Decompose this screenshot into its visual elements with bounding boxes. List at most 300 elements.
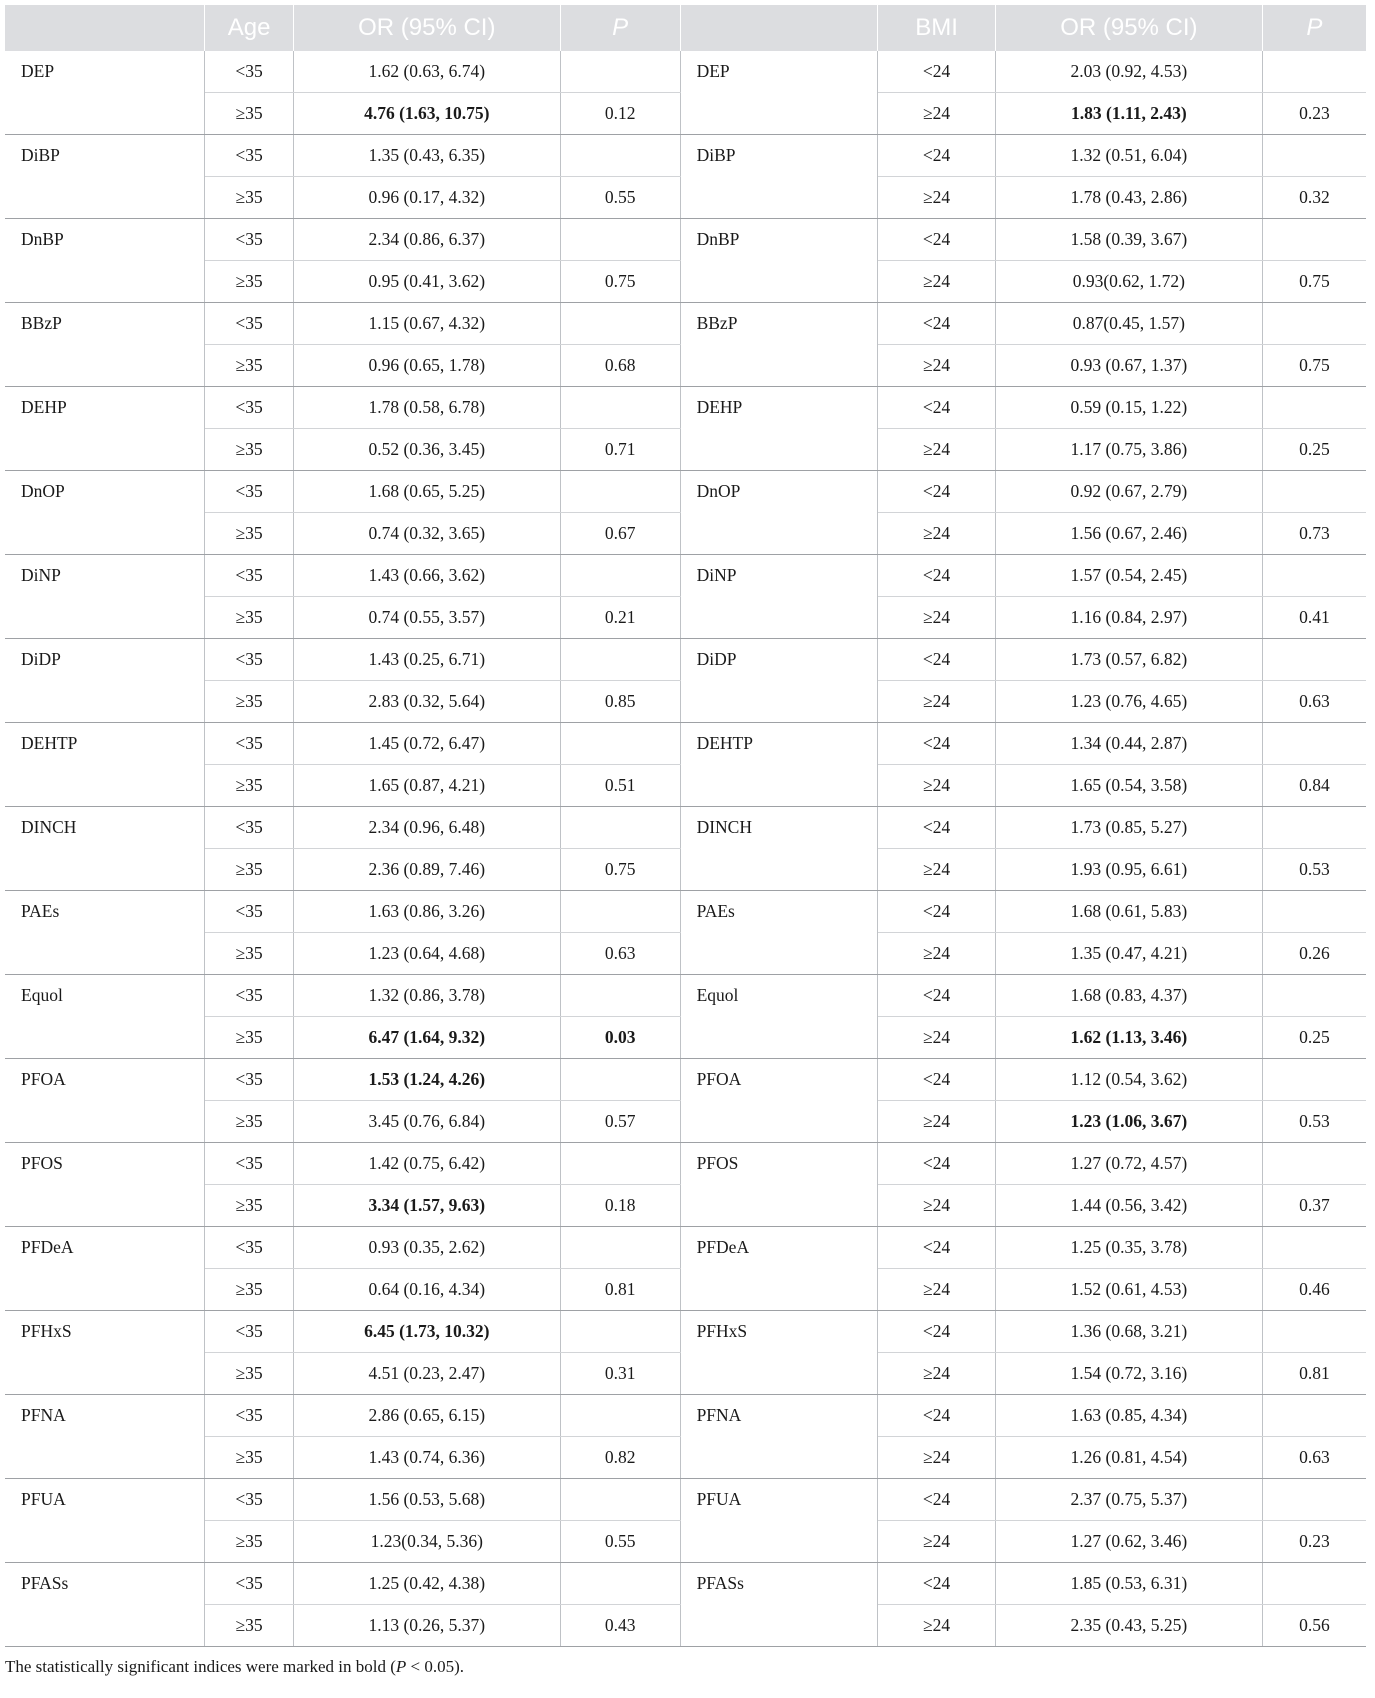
or-ci-bmi-cell: 1.68 (0.61, 5.83) bbox=[995, 891, 1262, 933]
or-ci-age-cell: 0.74 (0.32, 3.65) bbox=[293, 513, 560, 555]
p-value-bmi-cell: 0.56 bbox=[1262, 1605, 1366, 1647]
or-ci-bmi-cell: 1.26 (0.81, 4.54) bbox=[995, 1437, 1262, 1479]
or-ci-age-cell: 3.34 (1.57, 9.63) bbox=[293, 1185, 560, 1227]
or-ci-age-cell: 2.34 (0.86, 6.37) bbox=[293, 219, 560, 261]
table-row bbox=[5, 387, 1366, 429]
or-ci-bmi-cell: 1.68 (0.83, 4.37) bbox=[995, 975, 1262, 1017]
footnote-p-symbol: P bbox=[395, 1657, 407, 1676]
table-body bbox=[5, 51, 1366, 1647]
analyte-name-age: PFHxS bbox=[5, 1311, 205, 1395]
or-ci-age-cell: 0.96 (0.17, 4.32) bbox=[293, 177, 560, 219]
table-row bbox=[5, 1479, 1366, 1521]
p-value-age-empty bbox=[560, 1563, 680, 1605]
or-ci-bmi-cell: 1.23 (0.76, 4.65) bbox=[995, 681, 1262, 723]
age-group-cell: ≥35 bbox=[205, 1605, 294, 1647]
bmi-group-cell: <24 bbox=[878, 1479, 996, 1521]
analyte-name-bmi: DnOP bbox=[680, 471, 878, 555]
bmi-group-cell: <24 bbox=[878, 135, 996, 177]
p-value-age-empty bbox=[560, 471, 680, 513]
or-ci-age-cell: 2.36 (0.89, 7.46) bbox=[293, 849, 560, 891]
table-row bbox=[5, 975, 1366, 1017]
p-value-bmi-cell: 0.25 bbox=[1262, 429, 1366, 471]
table-row bbox=[5, 219, 1366, 261]
analyte-name-age: DEHTP bbox=[5, 723, 205, 807]
header-p-right: P bbox=[1262, 5, 1366, 51]
p-value-bmi-empty bbox=[1262, 471, 1366, 513]
p-value-age-empty bbox=[560, 555, 680, 597]
or-ci-age-cell: 2.34 (0.96, 6.48) bbox=[293, 807, 560, 849]
p-value-age-empty bbox=[560, 303, 680, 345]
bmi-group-cell: ≥24 bbox=[878, 1185, 996, 1227]
or-ci-age-cell: 0.64 (0.16, 4.34) bbox=[293, 1269, 560, 1311]
age-group-cell: <35 bbox=[205, 807, 294, 849]
bmi-group-cell: <24 bbox=[878, 639, 996, 681]
p-value-age-cell: 0.68 bbox=[560, 345, 680, 387]
table-row bbox=[5, 1563, 1366, 1605]
bmi-group-cell: ≥24 bbox=[878, 765, 996, 807]
age-group-cell: <35 bbox=[205, 1395, 294, 1437]
or-ci-bmi-cell: 2.37 (0.75, 5.37) bbox=[995, 1479, 1262, 1521]
or-ci-bmi-cell: 0.87(0.45, 1.57) bbox=[995, 303, 1262, 345]
p-value-bmi-cell: 0.75 bbox=[1262, 261, 1366, 303]
or-ci-bmi-cell: 1.44 (0.56, 3.42) bbox=[995, 1185, 1262, 1227]
or-ci-age-cell: 4.51 (0.23, 2.47) bbox=[293, 1353, 560, 1395]
analyte-name-age: PAEs bbox=[5, 891, 205, 975]
or-ci-bmi-cell: 1.25 (0.35, 3.78) bbox=[995, 1227, 1262, 1269]
p-value-bmi-cell: 0.26 bbox=[1262, 933, 1366, 975]
table-row bbox=[5, 891, 1366, 933]
analyte-name-bmi: DiDP bbox=[680, 639, 878, 723]
footnote-text-before: The statistically significant indices were marked in bold ( bbox=[5, 1657, 396, 1676]
age-group-cell: <35 bbox=[205, 1563, 294, 1605]
or-ci-age-cell: 0.93 (0.35, 2.62) bbox=[293, 1227, 560, 1269]
bmi-group-cell: <24 bbox=[878, 723, 996, 765]
or-ci-age-cell: 1.63 (0.86, 3.26) bbox=[293, 891, 560, 933]
analyte-name-bmi: DEHP bbox=[680, 387, 878, 471]
p-value-age-empty bbox=[560, 723, 680, 765]
bmi-group-cell: ≥24 bbox=[878, 1269, 996, 1311]
age-group-cell: ≥35 bbox=[205, 597, 294, 639]
age-group-cell: ≥35 bbox=[205, 429, 294, 471]
analyte-name-age: DiDP bbox=[5, 639, 205, 723]
analyte-name-bmi: PFOS bbox=[680, 1143, 878, 1227]
or-ci-bmi-cell: 1.93 (0.95, 6.61) bbox=[995, 849, 1262, 891]
analyte-name-age: PFNA bbox=[5, 1395, 205, 1479]
p-value-bmi-cell: 0.41 bbox=[1262, 597, 1366, 639]
analyte-name-bmi: PFNA bbox=[680, 1395, 878, 1479]
p-value-bmi-empty bbox=[1262, 807, 1366, 849]
p-value-age-cell: 0.55 bbox=[560, 1521, 680, 1563]
age-group-cell: <35 bbox=[205, 303, 294, 345]
bmi-group-cell: <24 bbox=[878, 975, 996, 1017]
p-value-age-empty bbox=[560, 51, 680, 93]
or-ci-bmi-cell: 1.73 (0.57, 6.82) bbox=[995, 639, 1262, 681]
bmi-group-cell: ≥24 bbox=[878, 345, 996, 387]
age-group-cell: ≥35 bbox=[205, 1437, 294, 1479]
p-value-age-cell: 0.75 bbox=[560, 261, 680, 303]
age-group-cell: ≥35 bbox=[205, 1269, 294, 1311]
p-value-bmi-cell: 0.81 bbox=[1262, 1353, 1366, 1395]
analyte-name-age: PFOA bbox=[5, 1059, 205, 1143]
p-value-bmi-cell: 0.84 bbox=[1262, 765, 1366, 807]
or-ci-bmi-cell: 1.17 (0.75, 3.86) bbox=[995, 429, 1262, 471]
or-ci-age-cell: 1.42 (0.75, 6.42) bbox=[293, 1143, 560, 1185]
p-value-bmi-cell: 0.46 bbox=[1262, 1269, 1366, 1311]
p-value-bmi-cell: 0.73 bbox=[1262, 513, 1366, 555]
or-ci-age-cell: 0.52 (0.36, 3.45) bbox=[293, 429, 560, 471]
or-ci-bmi-cell: 1.54 (0.72, 3.16) bbox=[995, 1353, 1262, 1395]
or-ci-bmi-cell: 1.73 (0.85, 5.27) bbox=[995, 807, 1262, 849]
or-ci-bmi-cell: 1.34 (0.44, 2.87) bbox=[995, 723, 1262, 765]
or-ci-age-cell: 0.74 (0.55, 3.57) bbox=[293, 597, 560, 639]
age-group-cell: ≥35 bbox=[205, 681, 294, 723]
or-ci-age-cell: 0.95 (0.41, 3.62) bbox=[293, 261, 560, 303]
analyte-name-age: DiNP bbox=[5, 555, 205, 639]
p-value-bmi-empty bbox=[1262, 219, 1366, 261]
or-ci-bmi-cell: 0.59 (0.15, 1.22) bbox=[995, 387, 1262, 429]
analyte-name-age: DEP bbox=[5, 51, 205, 135]
p-value-bmi-empty bbox=[1262, 303, 1366, 345]
p-value-bmi-empty bbox=[1262, 891, 1366, 933]
p-value-age-empty bbox=[560, 1059, 680, 1101]
or-ci-bmi-cell: 1.35 (0.47, 4.21) bbox=[995, 933, 1262, 975]
bmi-group-cell: ≥24 bbox=[878, 1605, 996, 1647]
or-ci-age-cell: 1.62 (0.63, 6.74) bbox=[293, 51, 560, 93]
bmi-group-cell: <24 bbox=[878, 51, 996, 93]
bmi-group-cell: ≥24 bbox=[878, 1101, 996, 1143]
bmi-group-cell: <24 bbox=[878, 1059, 996, 1101]
or-ci-age-cell: 1.45 (0.72, 6.47) bbox=[293, 723, 560, 765]
or-ci-age-cell: 1.56 (0.53, 5.68) bbox=[293, 1479, 560, 1521]
bmi-group-cell: <24 bbox=[878, 1143, 996, 1185]
table-row bbox=[5, 807, 1366, 849]
or-ci-age-cell: 1.23(0.34, 5.36) bbox=[293, 1521, 560, 1563]
header-row bbox=[5, 5, 1366, 51]
age-group-cell: ≥35 bbox=[205, 345, 294, 387]
analyte-name-age: PFDeA bbox=[5, 1227, 205, 1311]
or-ci-bmi-cell: 1.12 (0.54, 3.62) bbox=[995, 1059, 1262, 1101]
or-ci-age-cell: 1.43 (0.74, 6.36) bbox=[293, 1437, 560, 1479]
p-value-age-empty bbox=[560, 1311, 680, 1353]
or-ci-age-cell: 1.35 (0.43, 6.35) bbox=[293, 135, 560, 177]
analyte-name-bmi: PAEs bbox=[680, 891, 878, 975]
p-value-bmi-cell: 0.37 bbox=[1262, 1185, 1366, 1227]
p-value-age-cell: 0.81 bbox=[560, 1269, 680, 1311]
analyte-name-bmi: PFHxS bbox=[680, 1311, 878, 1395]
p-value-age-cell: 0.67 bbox=[560, 513, 680, 555]
or-ci-age-cell: 6.45 (1.73, 10.32) bbox=[293, 1311, 560, 1353]
or-ci-age-cell: 4.76 (1.63, 10.75) bbox=[293, 93, 560, 135]
p-value-age-empty bbox=[560, 219, 680, 261]
table-row bbox=[5, 1227, 1366, 1269]
bmi-group-cell: <24 bbox=[878, 1227, 996, 1269]
p-value-bmi-cell: 0.23 bbox=[1262, 93, 1366, 135]
or-ci-bmi-cell: 1.27 (0.62, 3.46) bbox=[995, 1521, 1262, 1563]
p-value-bmi-empty bbox=[1262, 135, 1366, 177]
age-group-cell: <35 bbox=[205, 891, 294, 933]
header-p-left: P bbox=[560, 5, 680, 51]
table-row bbox=[5, 135, 1366, 177]
table-row bbox=[5, 639, 1366, 681]
age-group-cell: <35 bbox=[205, 723, 294, 765]
analyte-name-bmi: DEP bbox=[680, 51, 878, 135]
p-value-age-cell: 0.75 bbox=[560, 849, 680, 891]
or-ci-age-cell: 1.68 (0.65, 5.25) bbox=[293, 471, 560, 513]
header-or-left: OR (95% CI) bbox=[293, 5, 560, 51]
p-value-bmi-cell: 0.75 bbox=[1262, 345, 1366, 387]
or-ci-age-cell: 2.86 (0.65, 6.15) bbox=[293, 1395, 560, 1437]
p-value-bmi-empty bbox=[1262, 1143, 1366, 1185]
p-value-bmi-cell: 0.32 bbox=[1262, 177, 1366, 219]
age-group-cell: ≥35 bbox=[205, 261, 294, 303]
or-ci-bmi-cell: 1.27 (0.72, 4.57) bbox=[995, 1143, 1262, 1185]
analyte-name-age: DnOP bbox=[5, 471, 205, 555]
table-row bbox=[5, 1143, 1366, 1185]
bmi-group-cell: <24 bbox=[878, 219, 996, 261]
or-ci-age-cell: 1.78 (0.58, 6.78) bbox=[293, 387, 560, 429]
p-value-age-empty bbox=[560, 1395, 680, 1437]
bmi-group-cell: ≥24 bbox=[878, 681, 996, 723]
p-value-age-cell: 0.31 bbox=[560, 1353, 680, 1395]
p-value-bmi-empty bbox=[1262, 555, 1366, 597]
age-group-cell: ≥35 bbox=[205, 1521, 294, 1563]
header-bmi: BMI bbox=[878, 5, 996, 51]
age-group-cell: <35 bbox=[205, 219, 294, 261]
age-group-cell: <35 bbox=[205, 471, 294, 513]
or-ci-bmi-cell: 1.62 (1.13, 3.46) bbox=[995, 1017, 1262, 1059]
or-ci-age-cell: 1.53 (1.24, 4.26) bbox=[293, 1059, 560, 1101]
bmi-group-cell: <24 bbox=[878, 555, 996, 597]
p-value-age-cell: 0.51 bbox=[560, 765, 680, 807]
bmi-group-cell: <24 bbox=[878, 303, 996, 345]
age-group-cell: ≥35 bbox=[205, 765, 294, 807]
bmi-group-cell: ≥24 bbox=[878, 513, 996, 555]
header-or-right: OR (95% CI) bbox=[995, 5, 1262, 51]
or-ci-bmi-cell: 0.93 (0.67, 1.37) bbox=[995, 345, 1262, 387]
or-ci-age-cell: 1.25 (0.42, 4.38) bbox=[293, 1563, 560, 1605]
or-ci-bmi-cell: 2.35 (0.43, 5.25) bbox=[995, 1605, 1262, 1647]
table-footnote bbox=[5, 1657, 464, 1677]
p-value-age-cell: 0.18 bbox=[560, 1185, 680, 1227]
analyte-name-bmi: PFUA bbox=[680, 1479, 878, 1563]
analyte-name-age: DnBP bbox=[5, 219, 205, 303]
analyte-name-age: PFUA bbox=[5, 1479, 205, 1563]
bmi-group-cell: ≥24 bbox=[878, 849, 996, 891]
analyte-name-bmi: PFASs bbox=[680, 1563, 878, 1647]
age-group-cell: <35 bbox=[205, 975, 294, 1017]
table-row bbox=[5, 723, 1366, 765]
age-group-cell: ≥35 bbox=[205, 93, 294, 135]
bmi-group-cell: <24 bbox=[878, 1563, 996, 1605]
or-ci-bmi-cell: 1.16 (0.84, 2.97) bbox=[995, 597, 1262, 639]
p-value-bmi-cell: 0.63 bbox=[1262, 681, 1366, 723]
p-value-age-empty bbox=[560, 975, 680, 1017]
table-row bbox=[5, 51, 1366, 93]
bmi-group-cell: ≥24 bbox=[878, 1521, 996, 1563]
p-value-bmi-empty bbox=[1262, 639, 1366, 681]
or-ci-age-cell: 1.15 (0.67, 4.32) bbox=[293, 303, 560, 345]
analyte-name-age: BBzP bbox=[5, 303, 205, 387]
age-group-cell: <35 bbox=[205, 1059, 294, 1101]
age-group-cell: ≥35 bbox=[205, 933, 294, 975]
p-value-age-cell: 0.85 bbox=[560, 681, 680, 723]
age-group-cell: ≥35 bbox=[205, 513, 294, 555]
bmi-group-cell: ≥24 bbox=[878, 597, 996, 639]
or-ci-bmi-cell: 1.23 (1.06, 3.67) bbox=[995, 1101, 1262, 1143]
p-value-bmi-empty bbox=[1262, 1395, 1366, 1437]
bmi-group-cell: <24 bbox=[878, 387, 996, 429]
or-ci-age-cell: 1.32 (0.86, 3.78) bbox=[293, 975, 560, 1017]
bmi-group-cell: <24 bbox=[878, 471, 996, 513]
or-ci-age-cell: 3.45 (0.76, 6.84) bbox=[293, 1101, 560, 1143]
p-value-age-cell: 0.82 bbox=[560, 1437, 680, 1479]
or-ci-age-cell: 2.83 (0.32, 5.64) bbox=[293, 681, 560, 723]
analyte-name-age: DINCH bbox=[5, 807, 205, 891]
table-row bbox=[5, 555, 1366, 597]
or-ci-age-cell: 1.43 (0.66, 3.62) bbox=[293, 555, 560, 597]
p-value-bmi-cell: 0.53 bbox=[1262, 1101, 1366, 1143]
or-ci-bmi-cell: 1.32 (0.51, 6.04) bbox=[995, 135, 1262, 177]
p-value-age-empty bbox=[560, 639, 680, 681]
header-age: Age bbox=[205, 5, 294, 51]
p-value-age-cell: 0.03 bbox=[560, 1017, 680, 1059]
p-value-bmi-cell: 0.25 bbox=[1262, 1017, 1366, 1059]
footnote-text-after: < 0.05). bbox=[406, 1657, 465, 1676]
or-ci-age-cell: 6.47 (1.64, 9.32) bbox=[293, 1017, 560, 1059]
analyte-name-age: DiBP bbox=[5, 135, 205, 219]
bmi-group-cell: ≥24 bbox=[878, 933, 996, 975]
p-value-bmi-empty bbox=[1262, 1311, 1366, 1353]
bmi-group-cell: ≥24 bbox=[878, 1017, 996, 1059]
header-left-name bbox=[5, 5, 205, 51]
analyte-name-bmi: PFOA bbox=[680, 1059, 878, 1143]
p-value-age-cell: 0.57 bbox=[560, 1101, 680, 1143]
p-value-age-cell: 0.63 bbox=[560, 933, 680, 975]
age-group-cell: ≥35 bbox=[205, 849, 294, 891]
p-value-age-cell: 0.21 bbox=[560, 597, 680, 639]
p-value-bmi-empty bbox=[1262, 1563, 1366, 1605]
p-value-bmi-empty bbox=[1262, 975, 1366, 1017]
bmi-group-cell: ≥24 bbox=[878, 429, 996, 471]
or-ci-bmi-cell: 2.03 (0.92, 4.53) bbox=[995, 51, 1262, 93]
analyte-name-bmi: Equol bbox=[680, 975, 878, 1059]
p-value-age-empty bbox=[560, 1143, 680, 1185]
bmi-group-cell: <24 bbox=[878, 807, 996, 849]
analyte-name-bmi: PFDeA bbox=[680, 1227, 878, 1311]
analyte-name-age: Equol bbox=[5, 975, 205, 1059]
bmi-group-cell: <24 bbox=[878, 1395, 996, 1437]
or-ci-bmi-cell: 1.58 (0.39, 3.67) bbox=[995, 219, 1262, 261]
or-ci-bmi-cell: 1.65 (0.54, 3.58) bbox=[995, 765, 1262, 807]
age-group-cell: <35 bbox=[205, 1143, 294, 1185]
p-value-bmi-empty bbox=[1262, 1227, 1366, 1269]
or-ci-age-cell: 0.96 (0.65, 1.78) bbox=[293, 345, 560, 387]
or-ci-bmi-cell: 1.56 (0.67, 2.46) bbox=[995, 513, 1262, 555]
p-value-age-cell: 0.71 bbox=[560, 429, 680, 471]
or-ci-bmi-cell: 1.36 (0.68, 3.21) bbox=[995, 1311, 1262, 1353]
age-group-cell: ≥35 bbox=[205, 177, 294, 219]
analyte-name-age: DEHP bbox=[5, 387, 205, 471]
bmi-group-cell: ≥24 bbox=[878, 93, 996, 135]
or-ci-bmi-cell: 1.57 (0.54, 2.45) bbox=[995, 555, 1262, 597]
analyte-name-age: PFOS bbox=[5, 1143, 205, 1227]
age-group-cell: <35 bbox=[205, 1227, 294, 1269]
or-ci-bmi-cell: 0.92 (0.67, 2.79) bbox=[995, 471, 1262, 513]
analyte-name-bmi: BBzP bbox=[680, 303, 878, 387]
bmi-group-cell: <24 bbox=[878, 1311, 996, 1353]
age-group-cell: ≥35 bbox=[205, 1101, 294, 1143]
bmi-group-cell: <24 bbox=[878, 891, 996, 933]
age-group-cell: <35 bbox=[205, 51, 294, 93]
p-value-age-empty bbox=[560, 387, 680, 429]
or-ci-bmi-cell: 1.83 (1.11, 2.43) bbox=[995, 93, 1262, 135]
results-table bbox=[5, 5, 1366, 1647]
p-value-bmi-empty bbox=[1262, 1059, 1366, 1101]
age-group-cell: ≥35 bbox=[205, 1185, 294, 1227]
age-group-cell: <35 bbox=[205, 639, 294, 681]
bmi-group-cell: ≥24 bbox=[878, 1353, 996, 1395]
p-value-age-cell: 0.43 bbox=[560, 1605, 680, 1647]
age-group-cell: <35 bbox=[205, 135, 294, 177]
age-group-cell: <35 bbox=[205, 1311, 294, 1353]
table-row bbox=[5, 1311, 1366, 1353]
or-ci-bmi-cell: 1.85 (0.53, 6.31) bbox=[995, 1563, 1262, 1605]
p-value-age-empty bbox=[560, 891, 680, 933]
analyte-name-bmi: DINCH bbox=[680, 807, 878, 891]
p-value-bmi-cell: 0.23 bbox=[1262, 1521, 1366, 1563]
table-row bbox=[5, 471, 1366, 513]
bmi-group-cell: ≥24 bbox=[878, 261, 996, 303]
or-ci-bmi-cell: 1.52 (0.61, 4.53) bbox=[995, 1269, 1262, 1311]
bmi-group-cell: ≥24 bbox=[878, 1437, 996, 1479]
or-ci-age-cell: 1.23 (0.64, 4.68) bbox=[293, 933, 560, 975]
analyte-name-bmi: DEHTP bbox=[680, 723, 878, 807]
analyte-name-bmi: DnBP bbox=[680, 219, 878, 303]
analyte-name-age: PFASs bbox=[5, 1563, 205, 1647]
header-right-name bbox=[680, 5, 878, 51]
age-group-cell: <35 bbox=[205, 387, 294, 429]
p-value-bmi-cell: 0.53 bbox=[1262, 849, 1366, 891]
age-group-cell: <35 bbox=[205, 1479, 294, 1521]
or-ci-age-cell: 1.13 (0.26, 5.37) bbox=[293, 1605, 560, 1647]
p-value-age-empty bbox=[560, 807, 680, 849]
p-value-bmi-empty bbox=[1262, 723, 1366, 765]
age-group-cell: ≥35 bbox=[205, 1353, 294, 1395]
age-group-cell: <35 bbox=[205, 555, 294, 597]
analyte-name-bmi: DiBP bbox=[680, 135, 878, 219]
table-row bbox=[5, 303, 1366, 345]
or-ci-bmi-cell: 1.78 (0.43, 2.86) bbox=[995, 177, 1262, 219]
or-ci-bmi-cell: 0.93(0.62, 1.72) bbox=[995, 261, 1262, 303]
analyte-name-bmi: DiNP bbox=[680, 555, 878, 639]
p-value-bmi-cell: 0.63 bbox=[1262, 1437, 1366, 1479]
or-ci-bmi-cell: 1.63 (0.85, 4.34) bbox=[995, 1395, 1262, 1437]
bmi-group-cell: ≥24 bbox=[878, 177, 996, 219]
p-value-age-empty bbox=[560, 1479, 680, 1521]
table-row bbox=[5, 1059, 1366, 1101]
table-row bbox=[5, 1395, 1366, 1437]
age-group-cell: ≥35 bbox=[205, 1017, 294, 1059]
p-value-bmi-empty bbox=[1262, 1479, 1366, 1521]
p-value-age-cell: 0.12 bbox=[560, 93, 680, 135]
or-ci-age-cell: 1.43 (0.25, 6.71) bbox=[293, 639, 560, 681]
p-value-age-empty bbox=[560, 1227, 680, 1269]
p-value-age-cell: 0.55 bbox=[560, 177, 680, 219]
p-value-bmi-empty bbox=[1262, 51, 1366, 93]
p-value-age-empty bbox=[560, 135, 680, 177]
or-ci-age-cell: 1.65 (0.87, 4.21) bbox=[293, 765, 560, 807]
p-value-bmi-empty bbox=[1262, 387, 1366, 429]
